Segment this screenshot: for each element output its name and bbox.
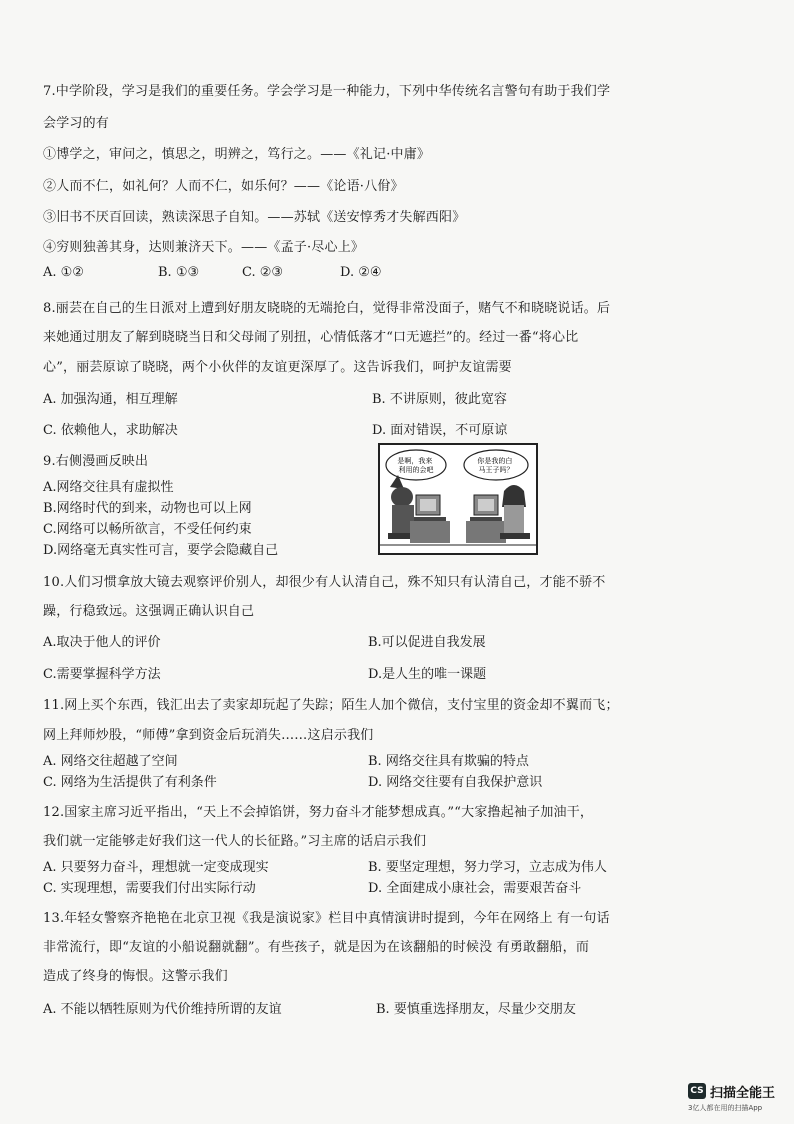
- q11-option-a: A. 网络交往超越了空间: [43, 754, 178, 769]
- q13-stem-line2: 非常流行，即“友谊的小船说翻就翻”。有些孩子，就是因为在该翻船的时候没 有勇敢翻船，而: [43, 940, 590, 955]
- q10-stem-line1: 10.人们习惯拿放大镜去观察评价别人，却很少有人认清自己，殊不知只有认清自己，才能不骄不: [43, 575, 606, 590]
- q12-option-c: C. 实现理想，需要我们付出实际行动: [43, 881, 256, 896]
- q12-option-d: D. 全面建成小康社会，需要艰苦奋斗: [368, 881, 582, 896]
- q9-cartoon-bubble-right: 你是我的白 马王子吗？: [477, 457, 514, 474]
- q9-option-a: A.网络交往具有虚拟性: [43, 480, 174, 495]
- q12-stem-line2: 我们就一定能够走好我们这一代人的长征路。”习主席的话启示我们: [43, 834, 427, 849]
- q8-stem-line1: 8.丽芸在自己的生日派对上遭到好朋友晓晓的无端抢白，觉得非常没面子，赌气不和晓晓说话。后: [43, 301, 611, 316]
- q10-option-d: D.是人生的唯一课题: [368, 667, 487, 682]
- q7-item-2: ②人而不仁，如礼何？人而不仁，如乐何？——《论语·八佾》: [43, 179, 404, 194]
- scanner-watermark-logo: [688, 1081, 784, 1117]
- q7-item-3: ③旧书不厌百回读，熟读深思子自知。——苏轼《送安惇秀才失解西阳》: [43, 210, 466, 225]
- q12-stem-line1: 12.国家主席习近平指出，“天上不会掉馅饼，努力奋斗才能梦想成真。”“大家撸起袖子加油干，: [43, 805, 594, 820]
- q8-option-a: A. 加强沟通，相互理解: [43, 392, 178, 407]
- q7-option-c: C. ②③: [242, 265, 284, 280]
- q11-stem-line1: 11.网上买个东西，钱汇出去了卖家却玩起了失踪；陌生人加个微信，支付宝里的资金却不翼而飞；: [43, 698, 619, 713]
- q7-option-b: B. ①③: [158, 265, 200, 280]
- q8-option-c: C. 依赖他人，求助解决: [43, 423, 178, 438]
- q10-stem-line2: 躁，行稳致远。这强调正确认识自己: [43, 604, 255, 619]
- q7-stem-line2: 会学习的有: [43, 116, 110, 131]
- q8-stem-line3: 心”，丽芸原谅了晓晓，两个小伙伴的友谊更深厚了。这告诉我们，呵护友谊需要: [43, 360, 512, 375]
- q8-stem-line2: 来她通过朋友了解到晓晓当日和父母闹了别扭，心情低落才“口无遮拦”的。经过一番“将心比: [43, 330, 579, 345]
- scanner-app-slogan: 3亿人都在用的扫描App: [688, 1104, 763, 1112]
- q13-option-b: B. 要慎重选择朋友，尽量少交朋友: [376, 1002, 576, 1017]
- q11-option-c: C. 网络为生活提供了有利条件: [43, 775, 217, 790]
- q12-option-b: B. 要坚定理想，努力学习，立志成为伟人: [368, 860, 607, 875]
- cs-logo-icon: CS: [688, 1083, 706, 1099]
- q8-option-d: D. 面对错误，不可原谅: [372, 423, 508, 438]
- q13-stem-line1: 13.年轻女警察齐艳艳在北京卫视《我是演说家》栏目中真情演讲时提到，今年在网络上 有一句话: [43, 911, 610, 926]
- q13-stem-line3: 造成了终身的悔恨。这警示我们: [43, 969, 228, 984]
- q9-option-c: C.网络可以畅所欲言，不受任何约束: [43, 522, 252, 537]
- scanner-app-name: 扫描全能王: [710, 1086, 776, 1101]
- q12-option-a: A. 只要努力奋斗，理想就一定变成现实: [43, 860, 269, 875]
- q10-option-b: B.可以促进自我发展: [368, 635, 486, 650]
- q9-option-d: D.网络毫无真实性可言，要学会隐藏自己: [43, 543, 279, 558]
- q11-option-b: B. 网络交往具有欺骗的特点: [368, 754, 529, 769]
- q10-option-c: C.需要掌握科学方法: [43, 667, 161, 682]
- q10-option-a: A.取决于他人的评价: [43, 635, 161, 650]
- q8-option-b: B. 不讲原则，彼此宽容: [372, 392, 507, 407]
- q9-stem: 9.右侧漫画反映出: [43, 454, 149, 469]
- q11-option-d: D. 网络交往要有自我保护意识: [368, 775, 543, 790]
- q9-cartoon-image: [378, 443, 538, 555]
- q13-option-a: A. 不能以牺牲原则为代价维持所谓的友谊: [43, 1002, 282, 1017]
- q7-option-d: D. ②④: [340, 265, 382, 280]
- q7-item-4: ④穷则独善其身，达则兼济天下。——《孟子·尽心上》: [43, 240, 365, 255]
- q7-item-1: ①博学之，审问之，慎思之，明辨之，笃行之。——《礼记·中庸》: [43, 147, 431, 162]
- q7-stem-line1: 7.中学阶段，学习是我们的重要任务。学会学习是一种能力，下列中华传统名言警句有助于我们学: [43, 84, 611, 99]
- q7-option-a: A. ①②: [43, 265, 84, 280]
- q11-stem-line2: 网上拜师炒股，“师傅”拿到资金后玩消失……这启示我们: [43, 728, 374, 743]
- q9-option-b: B.网络时代的到来，动物也可以上网: [43, 501, 252, 516]
- q9-cartoon-bubble-left: 是啊，我来 利用的会吧: [397, 457, 434, 474]
